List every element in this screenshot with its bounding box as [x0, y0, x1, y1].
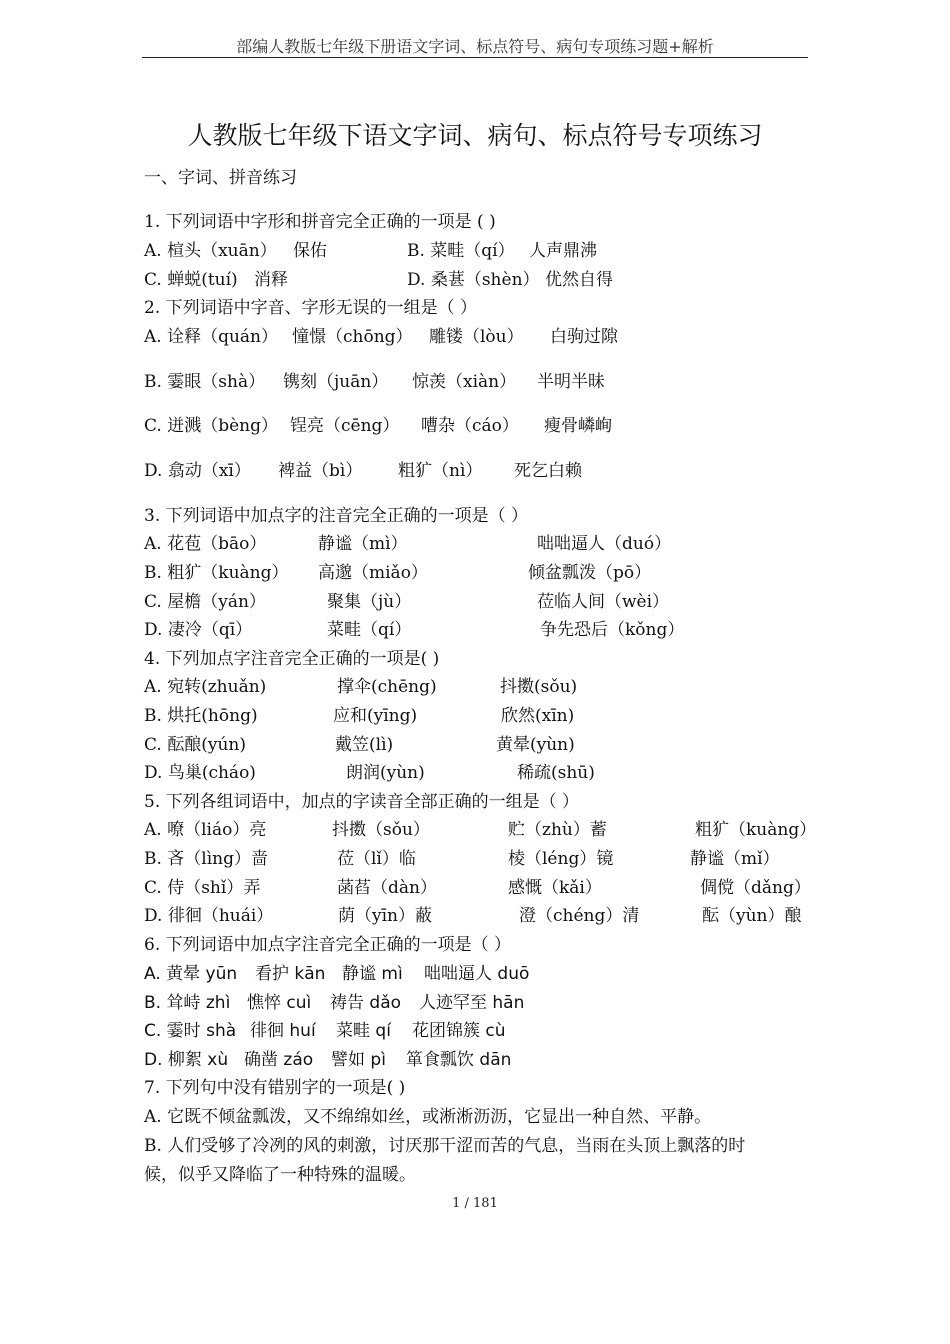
q4-option-b-1: B. 烘托(hōng)	[144, 706, 258, 726]
q2-option-c-2: 锃亮（cēng）	[290, 416, 400, 436]
q7-option-b-line-2: 候，似乎又降临了一种特殊的温暖。	[144, 1165, 416, 1185]
q6-option-b-4: 人迹罕至 hān	[419, 993, 525, 1013]
q5-option-a-2: 抖擞（sǒu）	[332, 820, 430, 840]
q4-option-c-3: 黄晕(yùn)	[496, 735, 575, 755]
q3-option-c-3: 莅临人间（wèi）	[537, 592, 670, 612]
q3-option-d-3: 争先恐后（kǒng）	[540, 620, 685, 640]
q2-option-c-4: 瘦骨嶙峋	[544, 416, 612, 436]
q6-option-c-2: 徘徊 huí	[250, 1021, 316, 1041]
q6-option-a-4: 咄咄逼人 duō	[424, 964, 530, 984]
q1-option-a-word: 保佑	[293, 241, 327, 261]
q5-option-c-2: 菡萏（dàn）	[337, 878, 437, 898]
question-2-stem: 2. 下列词语中字音、字形无误的一组是（ ）	[144, 298, 478, 318]
q6-option-c-1: C. 霎时 shà	[144, 1021, 237, 1041]
q6-option-b-3: 祷告 dǎo	[330, 993, 402, 1013]
q2-option-c-3: 嘈杂（cáo）	[421, 416, 519, 436]
q3-option-a-3: 咄咄逼人（duó）	[537, 534, 672, 554]
q3-option-d-2: 菜畦（qí）	[327, 620, 412, 640]
q5-option-a-4: 粗犷（kuàng）	[695, 820, 817, 840]
q3-option-d-1: D. 凄冷（qī）	[144, 620, 253, 640]
question-3-stem: 3. 下列词语中加点字的注音完全正确的一项是（ ）	[144, 506, 529, 526]
q2-option-b-2: 镌刻（juān）	[283, 372, 389, 392]
q6-option-b-2: 憔悴 cuì	[247, 993, 312, 1013]
q4-option-d-2: 朗润(yùn)	[346, 763, 425, 783]
q3-option-c-2: 聚集（jù）	[327, 592, 412, 612]
q1-option-d-word: 优然自得	[545, 270, 613, 290]
q5-option-c-4: 倜傥（dǎng）	[700, 878, 811, 898]
q5-option-c-1: C. 侍（shǐ）弄	[144, 878, 261, 898]
q2-option-a-3: 雕镂（lòu）	[429, 327, 524, 347]
q2-option-a-2: 憧憬（chōng）	[292, 327, 413, 347]
q2-option-a-4: 白驹过隙	[550, 327, 618, 347]
q4-option-c-2: 戴笠(lì)	[335, 735, 394, 755]
q2-option-b-4: 半明半昧	[537, 372, 605, 392]
q1-option-c-word: 消释	[254, 270, 288, 290]
q2-option-b-3: 惊羡（xiàn）	[412, 372, 517, 392]
q5-option-a-3: 贮（zhù）蓄	[508, 820, 607, 840]
q1-option-b: B. 菜畦（qí）	[407, 241, 515, 261]
q1-option-c: C. 蝉蜕(tuí)	[144, 270, 238, 290]
q5-option-b-2: 莅（lǐ）临	[337, 849, 416, 869]
q5-option-b-4: 静谧（mǐ）	[690, 849, 780, 869]
q2-option-a-1: A. 诠释（quán）	[144, 327, 278, 347]
q6-option-b-1: B. 耸峙 zhì	[144, 993, 231, 1013]
q2-option-d-1: D. 翕动（xī）	[144, 461, 251, 481]
q3-option-a-2: 静谧（mì）	[318, 534, 408, 554]
q5-option-d-1: D. 徘徊（huái）	[144, 906, 274, 926]
q5-option-c-3: 感慨（kǎi）	[508, 878, 602, 898]
q1-option-b-word: 人声鼎沸	[529, 241, 597, 261]
q6-option-d-1: D. 柳絮 xù	[144, 1050, 229, 1070]
page-header: 部编人教版七年级下册语文字词、标点符号、病句专项练习题+解析	[236, 37, 714, 56]
question-1-stem: 1. 下列词语中字形和拼音完全正确的一项是 ( )	[144, 212, 496, 232]
q1-option-d: D. 桑葚（shèn）	[407, 270, 540, 290]
q5-option-d-2: 荫（yīn）蔽	[338, 906, 432, 926]
q5-option-b-1: B. 吝（lìng）啬	[144, 849, 269, 869]
q5-option-a-1: A. 嘹（liáo）亮	[144, 820, 267, 840]
q3-option-c-1: C. 屋檐（yán）	[144, 592, 266, 612]
q6-option-d-2: 确凿 záo	[244, 1050, 314, 1070]
q5-option-d-3: 澄（chéng）清	[519, 906, 640, 926]
q3-option-b-2: 高邈（miǎo）	[318, 563, 428, 583]
q4-option-b-2: 应和(yīng)	[333, 706, 418, 726]
question-4-stem: 4. 下列加点字注音完全正确的一项是( )	[144, 649, 440, 669]
q7-option-b-line-1: B. 人们受够了冷冽的风的刺激，讨厌那干涩而苦的气息，当雨在头顶上飘落的时	[144, 1136, 746, 1156]
question-5-stem: 5. 下列各组词语中，加点的字读音全部正确的一组是（ ）	[144, 792, 580, 812]
q2-option-d-2: 裨益（bì）	[278, 461, 363, 481]
q6-option-d-4: 箪食瓢饮 dān	[406, 1050, 512, 1070]
q5-option-d-4: 酝（yùn）酿	[702, 906, 802, 926]
q3-option-a-1: A. 花苞（bāo）	[144, 534, 267, 554]
q4-option-a-1: A. 宛转(zhuǎn)	[144, 677, 267, 697]
q4-option-a-2: 撑伞(chēng)	[337, 677, 437, 697]
q7-option-a: A. 它既不倾盆瓢泼，又不绵绵如丝，或淅淅沥沥，它显出一种自然、平静。	[144, 1107, 712, 1127]
q6-option-a-3: 静谧 mì	[342, 964, 403, 984]
q1-option-a: A. 楦头（xuān）	[144, 241, 277, 261]
q5-option-b-3: 棱（léng）镜	[508, 849, 614, 869]
q6-option-c-4: 花团锦簇 cù	[412, 1021, 506, 1041]
q4-option-d-1: D. 鸟巢(cháo)	[144, 763, 256, 783]
page-number: 1 / 181	[452, 1196, 498, 1211]
q6-option-c-3: 菜畦 qí	[336, 1021, 391, 1041]
q4-option-d-3: 稀疏(shū)	[517, 763, 595, 783]
q3-option-b-1: B. 粗犷（kuàng）	[144, 563, 289, 583]
q2-option-b-1: B. 霎眼（shà）	[144, 372, 266, 392]
q2-option-d-3: 粗犷（nì）	[398, 461, 483, 481]
q6-option-a-1: A. 黄晕 yūn	[144, 964, 238, 984]
q6-option-a-2: 看护 kān	[255, 964, 326, 984]
q4-option-c-1: C. 酝酿(yún)	[144, 735, 246, 755]
q6-option-d-3: 譬如 pì	[331, 1050, 386, 1070]
question-6-stem: 6. 下列词语中加点字注音完全正确的一项是（ ）	[144, 935, 512, 955]
q4-option-a-3: 抖擞(sǒu)	[500, 677, 578, 697]
q3-option-b-3: 倾盆瓢泼（pō）	[528, 563, 652, 583]
q2-option-c-1: C. 迸溅（bèng）	[144, 416, 278, 436]
question-7-stem: 7. 下列句中没有错别字的一项是( )	[144, 1078, 406, 1098]
header-divider	[142, 57, 808, 58]
section-heading: 一、字词、拼音练习	[144, 168, 297, 188]
document-title: 人教版七年级下语文字词、病句、标点符号专项练习	[187, 121, 763, 150]
q4-option-b-3: 欣然(xīn)	[501, 706, 575, 726]
q2-option-d-4: 死乞白赖	[514, 461, 582, 481]
